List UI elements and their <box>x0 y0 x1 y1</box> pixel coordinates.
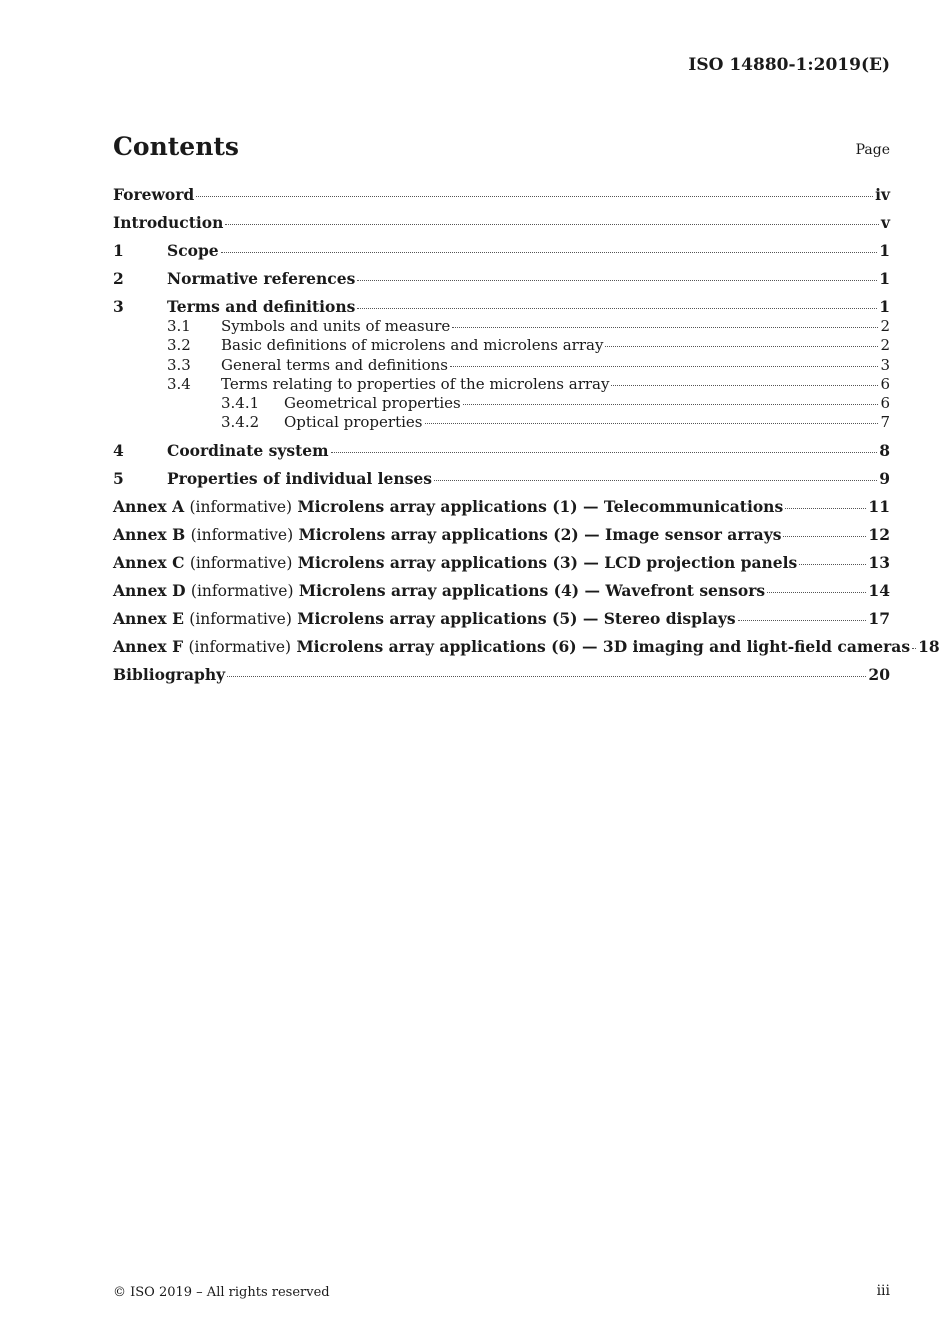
dot-leader <box>434 480 877 481</box>
toc-entry-annex-b[interactable] <box>113 525 890 545</box>
dot-leader <box>799 564 866 565</box>
table-of-contents <box>113 185 940 685</box>
dot-leader <box>912 648 916 649</box>
toc-entry-clause-3-4[interactable] <box>113 375 890 394</box>
dot-leader <box>783 536 866 537</box>
toc-entry-title: Scope <box>167 241 219 260</box>
dot-leader <box>425 423 879 424</box>
toc-entry-clause-2[interactable] <box>113 269 890 289</box>
toc-entry-page: 9 <box>879 468 890 488</box>
toc-entry-title: Terms and definitions <box>167 297 356 316</box>
dot-leader <box>463 404 879 405</box>
toc-entry-number: 3.4 <box>167 374 191 393</box>
toc-entry-title: Bibliography <box>113 664 226 684</box>
dot-leader <box>357 280 877 281</box>
toc-entry-page: 6 <box>880 394 890 413</box>
toc-entry-title: Basic definitions of microlens and microlens array <box>221 336 604 355</box>
toc-entry-title <box>113 497 783 517</box>
toc-entry-number: 2 <box>113 269 124 288</box>
dot-leader <box>227 676 866 677</box>
toc-entry-annex-d[interactable] <box>113 581 890 601</box>
toc-entry-introduction[interactable] <box>113 213 890 233</box>
toc-entry-number: 3.4.1 <box>221 394 260 413</box>
annex-label: Annex B <box>113 524 186 544</box>
toc-entry-title <box>113 553 797 573</box>
dot-leader <box>738 620 867 621</box>
toc-entry-annex-e[interactable] <box>113 609 890 629</box>
dot-leader <box>767 592 866 593</box>
toc-entry-title: Geometrical properties <box>284 394 461 413</box>
dot-leader <box>331 452 878 453</box>
toc-entry-number: 3.2 <box>167 336 191 355</box>
toc-entry-page: 13 <box>868 552 890 572</box>
toc-entry-page: 3 <box>880 355 890 374</box>
toc-entry-page: 2 <box>880 317 890 335</box>
contents-heading: Contents <box>113 132 240 161</box>
toc-entry-clause-1[interactable] <box>113 241 890 261</box>
toc-entry-page: 20 <box>868 664 890 684</box>
toc-entry-number: 5 <box>113 468 124 488</box>
copyright-notice: © ISO 2019 – All rights reserved <box>113 1285 330 1300</box>
dot-leader <box>452 327 878 328</box>
toc-entry-page: 14 <box>868 580 890 600</box>
toc-entry-clause-4[interactable] <box>113 441 890 461</box>
dot-leader <box>196 196 873 197</box>
toc-entry-clause-3-4-2[interactable] <box>113 413 890 432</box>
toc-entry-title: Terms relating to properties of the microlens array <box>221 374 610 393</box>
toc-entry-clause-3[interactable] <box>113 297 890 317</box>
annex-title: Microlens array applications (1) — Telecommunications <box>297 496 784 516</box>
toc-entry-clause-3-1[interactable] <box>113 317 890 336</box>
toc-entry-foreword[interactable] <box>113 185 890 205</box>
toc-entry-number: 3.3 <box>167 355 191 374</box>
annex-label: Annex F <box>113 636 184 656</box>
annex-label: Annex C <box>113 552 185 572</box>
dot-leader <box>450 366 878 367</box>
dot-leader <box>221 252 878 253</box>
dot-leader <box>785 508 866 509</box>
dot-leader <box>225 224 879 225</box>
toc-entry-title: General terms and definitions <box>221 355 448 374</box>
dot-leader <box>357 308 877 309</box>
toc-entry-clause-3-4-1[interactable] <box>113 394 890 413</box>
dot-leader <box>605 346 878 347</box>
toc-entry-number: 3 <box>113 297 124 316</box>
annex-type: (informative) <box>189 497 293 516</box>
page-column-label: Page <box>855 142 890 158</box>
page-number: iii <box>876 1283 890 1299</box>
toc-entry-title: Properties of individual lenses <box>167 468 433 488</box>
toc-entry-page: 18 <box>918 636 940 656</box>
toc-entry-page: 1 <box>879 241 890 260</box>
toc-entry-title <box>113 581 765 601</box>
toc-entry-page: 17 <box>868 608 890 628</box>
toc-entry-number: 1 <box>113 241 124 260</box>
toc-entry-title <box>113 609 736 629</box>
annex-type: (informative) <box>189 553 293 572</box>
annex-type: (informative) <box>190 581 294 600</box>
toc-entry-bibliography[interactable] <box>113 665 890 685</box>
toc-entry-page: 1 <box>879 297 890 316</box>
annex-label: Annex A <box>113 496 185 516</box>
annex-title: Microlens array applications (2) — Image sensor arrays <box>298 524 782 544</box>
dot-leader <box>611 385 878 386</box>
annex-label: Annex E <box>113 608 184 628</box>
toc-entry-number: 4 <box>113 440 124 460</box>
annex-type: (informative) <box>188 637 292 656</box>
toc-entry-clause-5[interactable] <box>113 469 890 489</box>
toc-entry-title <box>113 637 910 657</box>
annex-title: Microlens array applications (3) — LCD projection panels <box>297 552 798 572</box>
toc-entry-page: v <box>880 213 890 232</box>
toc-entry-clause-3-3[interactable] <box>113 356 890 375</box>
toc-entry-page: 7 <box>880 413 890 432</box>
toc-entry-page: 12 <box>868 524 890 544</box>
toc-entry-title: Introduction <box>113 213 224 232</box>
toc-entry-clause-3-2[interactable] <box>113 336 890 355</box>
toc-entry-title: Coordinate system <box>167 440 329 460</box>
annex-title: Microlens array applications (5) — Stereo displays <box>297 608 736 628</box>
annex-label: Annex D <box>113 580 186 600</box>
annex-type: (informative) <box>189 609 292 628</box>
toc-entry-annex-a[interactable] <box>113 497 890 517</box>
toc-entry-title <box>113 525 781 545</box>
toc-entry-number: 3.4.2 <box>221 413 260 432</box>
standard-identifier: ISO 14880-1:2019(E) <box>688 55 890 75</box>
toc-entry-title: Optical properties <box>284 413 423 432</box>
toc-entry-annex-f[interactable] <box>113 636 940 657</box>
toc-entry-page: 11 <box>868 496 890 516</box>
toc-entry-annex-c[interactable] <box>113 553 890 573</box>
annex-type: (informative) <box>190 525 294 544</box>
toc-entry-title: Symbols and units of measure <box>221 317 451 335</box>
toc-entry-page: iv <box>875 185 890 204</box>
toc-entry-page: 6 <box>880 374 890 393</box>
toc-entry-page: 1 <box>879 269 890 288</box>
annex-title: Microlens array applications (6) — 3D imaging and light-field cameras <box>296 636 911 656</box>
toc-entry-page: 8 <box>879 440 890 460</box>
annex-title: Microlens array applications (4) — Wavefront sensors <box>298 580 766 600</box>
toc-entry-title: Normative references <box>167 269 356 288</box>
toc-entry-title: Foreword <box>113 185 195 204</box>
toc-entry-page: 2 <box>880 336 890 355</box>
toc-entry-number: 3.1 <box>167 317 191 335</box>
